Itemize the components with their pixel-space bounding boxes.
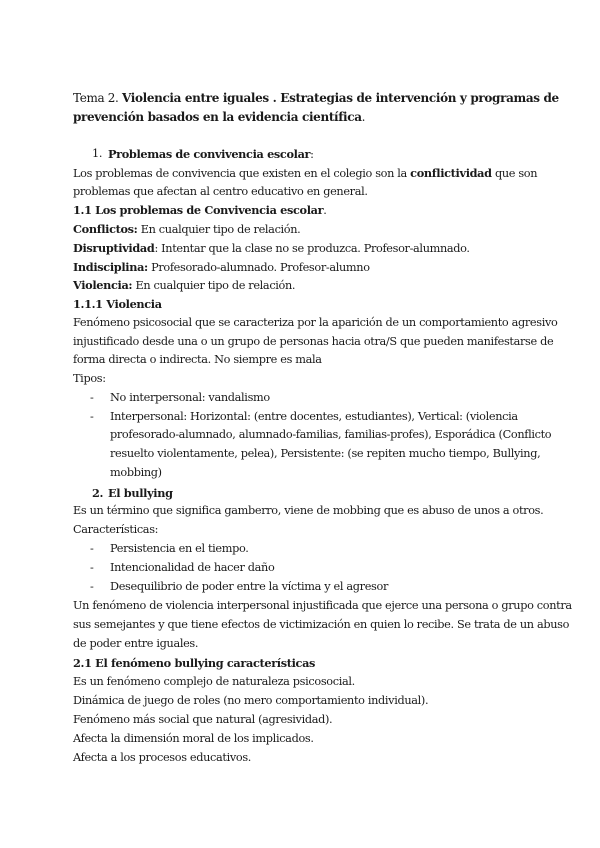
definition-term: Conflictos: bbox=[73, 222, 138, 236]
type-item-line: resuelto violentamente, pelea), Persistente: (se repiten mucho tiempo, Bullying, bbox=[110, 447, 541, 460]
section-2-heading-text: El bullying bbox=[108, 486, 173, 500]
subsection-1-1-1-heading-text: 1.1.1 Violencia bbox=[73, 297, 162, 311]
list-dash: - bbox=[90, 542, 94, 555]
feature-item: Desequilibrio de poder entre la víctima y el agresor bbox=[110, 580, 389, 593]
section-1-intro-line-2: problemas que afectan al centro educativo en general. bbox=[73, 185, 368, 198]
definition-line: de poder entre iguales. bbox=[73, 637, 199, 650]
characteristic-line: Es un fenómeno complejo de naturaleza psicosocial. bbox=[73, 675, 355, 688]
section-1-intro-line-1 bbox=[73, 164, 537, 183]
intro-text-b: que son bbox=[491, 167, 538, 180]
subsection-2-1-heading bbox=[73, 654, 315, 673]
list-dash: - bbox=[90, 580, 94, 593]
title-bold-1: Violencia entre iguales . Estrategias de intervención y programas de bbox=[122, 91, 559, 105]
definition-line: Un fenómeno de violencia interpersonal injustificada que ejerce una persona o grupo contra bbox=[73, 599, 572, 612]
section-2-heading bbox=[108, 484, 173, 503]
type-item-line: Interpersonal: Horizontal: (entre docentes, estudiantes), Vertical: (violencia bbox=[110, 410, 518, 423]
features-label: Características: bbox=[73, 523, 159, 536]
intro-text-a: Los problemas de convivencia que existen en el colegio son la bbox=[73, 167, 411, 180]
definition-term: Indisciplina: bbox=[73, 260, 148, 274]
subsection-1-1-heading-end: . bbox=[323, 204, 327, 217]
feature-item: Intencionalidad de hacer daño bbox=[110, 561, 275, 574]
definition-text: En cualquier tipo de relación. bbox=[137, 223, 301, 236]
title-bold-2: prevención basados en la evidencia científica bbox=[73, 110, 362, 124]
feature-item: Persistencia en el tiempo. bbox=[110, 542, 249, 555]
subsection-2-1-heading-text: 2.1 El fenómeno bullying características bbox=[73, 656, 316, 670]
list-dash: - bbox=[90, 561, 94, 574]
definition-term: Violencia: bbox=[73, 278, 133, 292]
definition-text: En cualquier tipo de relación. bbox=[132, 279, 296, 292]
violence-text-line: Fenómeno psicosocial que se caracteriza por la aparición de un comportamiento agresivo bbox=[73, 316, 558, 329]
type-item: No interpersonal: vandalismo bbox=[110, 391, 270, 404]
characteristic-line: Afecta a los procesos educativos. bbox=[73, 751, 252, 764]
characteristic-line: Fenómeno más social que natural (agresividad). bbox=[73, 713, 333, 726]
intro-bold: conflictividad bbox=[410, 166, 492, 180]
definition-conflictos bbox=[73, 220, 300, 239]
definition-text: : Intentar que la clase no se produzca. Profesor-alumnado. bbox=[154, 242, 470, 255]
section-1-number: 1. bbox=[92, 147, 103, 160]
section-2-intro: Es un término que significa gamberro, viene de mobbing que es abuso de unos a otros. bbox=[73, 504, 544, 517]
section-1-heading-text: Problemas de convivencia escolar bbox=[108, 147, 311, 161]
document-title-line-1 bbox=[73, 89, 559, 107]
section-1-heading bbox=[108, 145, 314, 164]
definition-violencia bbox=[73, 276, 295, 295]
characteristic-line: Afecta la dimensión moral de los implicados. bbox=[73, 732, 314, 745]
list-dash: - bbox=[90, 391, 94, 404]
violence-text-line: injustificado desde una o un grupo de personas hacia otra/S que pueden manifestarse de bbox=[73, 335, 554, 348]
subsection-1-1-heading bbox=[73, 201, 326, 220]
definition-disruptividad bbox=[73, 239, 470, 258]
definition-text: Profesorado-alumnado. Profesor-alumno bbox=[147, 261, 370, 274]
type-item-line: profesorado-alumnado, alumnado-familias, familias-profes), Esporádica (Conflicto bbox=[110, 428, 552, 441]
section-2-number bbox=[92, 484, 103, 503]
types-label: Tipos: bbox=[73, 372, 106, 385]
subsection-1-1-1-heading bbox=[73, 295, 162, 314]
definition-term: Disruptividad bbox=[73, 241, 155, 255]
section-1-heading-end: : bbox=[310, 148, 314, 161]
section-2-number-text: 2. bbox=[92, 486, 104, 500]
subsection-1-1-heading-text: 1.1 Los problemas de Convivencia escolar bbox=[73, 203, 324, 217]
definition-line: sus semejantes y que tiene efectos de victimización en quien lo recibe. Se trata de un abuso bbox=[73, 618, 570, 631]
definition-indisciplina bbox=[73, 258, 370, 277]
document-title-line-2 bbox=[73, 108, 365, 126]
type-item-line: mobbing) bbox=[110, 466, 162, 479]
title-prefix: Tema 2. bbox=[73, 91, 122, 105]
title-end: . bbox=[361, 110, 366, 124]
list-dash: - bbox=[90, 410, 94, 423]
characteristic-line: Dinámica de juego de roles (no mero comportamiento individual). bbox=[73, 694, 429, 707]
violence-text-line: forma directa o indirecta. No siempre es mala bbox=[73, 353, 322, 366]
